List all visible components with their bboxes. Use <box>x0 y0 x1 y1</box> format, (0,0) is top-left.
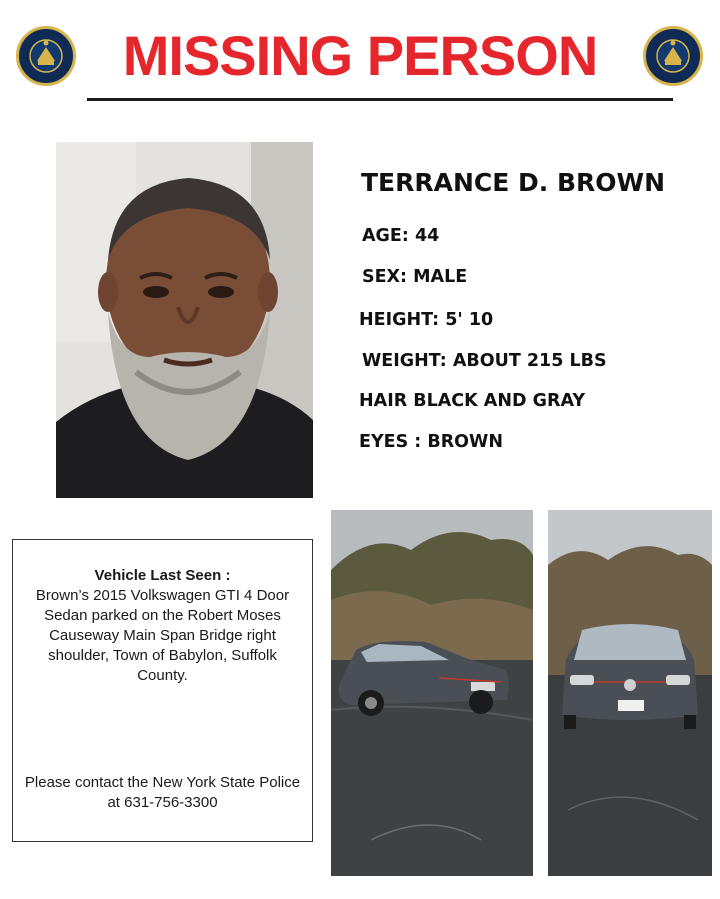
hair-detail: HAIR BLACK AND GRAY <box>359 391 585 411</box>
weight-detail: WEIGHT: ABOUT 215 LBS <box>362 351 607 371</box>
person-name: TERRANCE D. BROWN <box>361 168 666 197</box>
title-divider <box>87 98 673 101</box>
vehicle-description: Brown’s 2015 Volkswagen GTI 4 Door Sedan parked on the Robert Moses Causeway Main Span Bridge right shoulder, Town of Babylon, Suffolk County. <box>35 587 290 684</box>
contact-info: Please contact the New York State Police at 631-756-3300 <box>24 774 301 811</box>
sex-detail: SEX: MALE <box>362 267 468 287</box>
vehicle-photo-side <box>331 510 533 876</box>
portrait-photo <box>56 142 313 498</box>
age-detail: AGE: 44 <box>362 226 440 246</box>
eyes-detail: EYES : BROWN <box>359 432 504 452</box>
height-detail: HEIGHT: 5' 10 <box>359 310 494 330</box>
vehicle-photo-front <box>548 510 712 876</box>
vehicle-title: Vehicle Last Seen : <box>94 567 231 584</box>
poster-title: MISSING PERSON <box>122 24 598 87</box>
vehicle-info-box <box>12 539 313 842</box>
